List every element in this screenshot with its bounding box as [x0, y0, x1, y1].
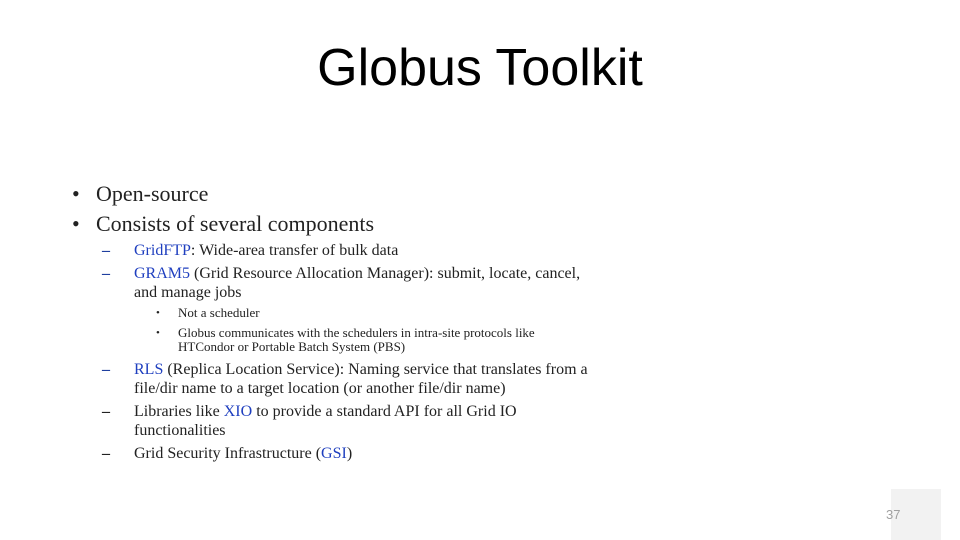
gsi-link[interactable]: GSI: [321, 445, 347, 462]
sub-bullet-rls: [72, 360, 592, 398]
bullet-open-source: [72, 180, 592, 208]
bullet-text: Globus communicates with the schedulers in intra-site protocols like HTCondor or Portable Batch System (PBS): [178, 325, 535, 354]
xio-link[interactable]: XIO: [223, 403, 253, 420]
sub-bullet-gsi: [72, 444, 592, 463]
bullet-icon: •: [156, 307, 160, 319]
slide-body: [72, 180, 592, 467]
bullet-icon: •: [156, 327, 160, 339]
page-number-box: [886, 489, 941, 540]
libraries-text-before: Libraries like: [134, 403, 224, 420]
dash-icon: –: [102, 242, 110, 259]
bullet-text: Consists of several components: [96, 211, 375, 236]
sub-bullet-gridftp: [72, 241, 592, 260]
slide-title: Globus Toolkit: [317, 39, 643, 97]
bullet-components: [72, 210, 592, 238]
dash-icon: –: [102, 265, 110, 282]
libraries-text-after: to provide a standard API for all Grid IO functionalities: [134, 403, 517, 439]
sub-bullet-gram5: [72, 264, 592, 302]
rls-text: (Replica Location Service): Naming service that translates from a file/dir name to a target location (or another file/dir name): [134, 361, 588, 397]
dash-icon: –: [102, 361, 110, 378]
bullet-text: Open-source: [96, 181, 209, 206]
gsi-text-before: Grid Security Infrastructure (: [134, 445, 322, 462]
gridftp-link[interactable]: GridFTP: [134, 242, 191, 259]
page-number: 37: [886, 507, 901, 522]
bullet-icon: •: [72, 181, 80, 206]
bullet-icon: •: [72, 211, 80, 236]
gsi-text-after: ): [346, 445, 353, 462]
gram5-text: (Grid Resource Allocation Manager): submit, locate, cancel, and manage jobs: [134, 265, 581, 301]
dash-icon: –: [102, 403, 110, 420]
sub-bullet-libraries: [72, 402, 592, 440]
bullet-text: Not a scheduler: [178, 305, 260, 320]
sub-sub-bullet-globus-comm: [72, 326, 558, 354]
gram5-link[interactable]: GRAM5: [134, 265, 191, 282]
rls-link[interactable]: RLS: [134, 361, 164, 378]
dash-icon: –: [102, 445, 110, 462]
gridftp-text: : Wide-area transfer of bulk data: [190, 242, 399, 259]
sub-sub-bullet-not-scheduler: [72, 306, 558, 320]
